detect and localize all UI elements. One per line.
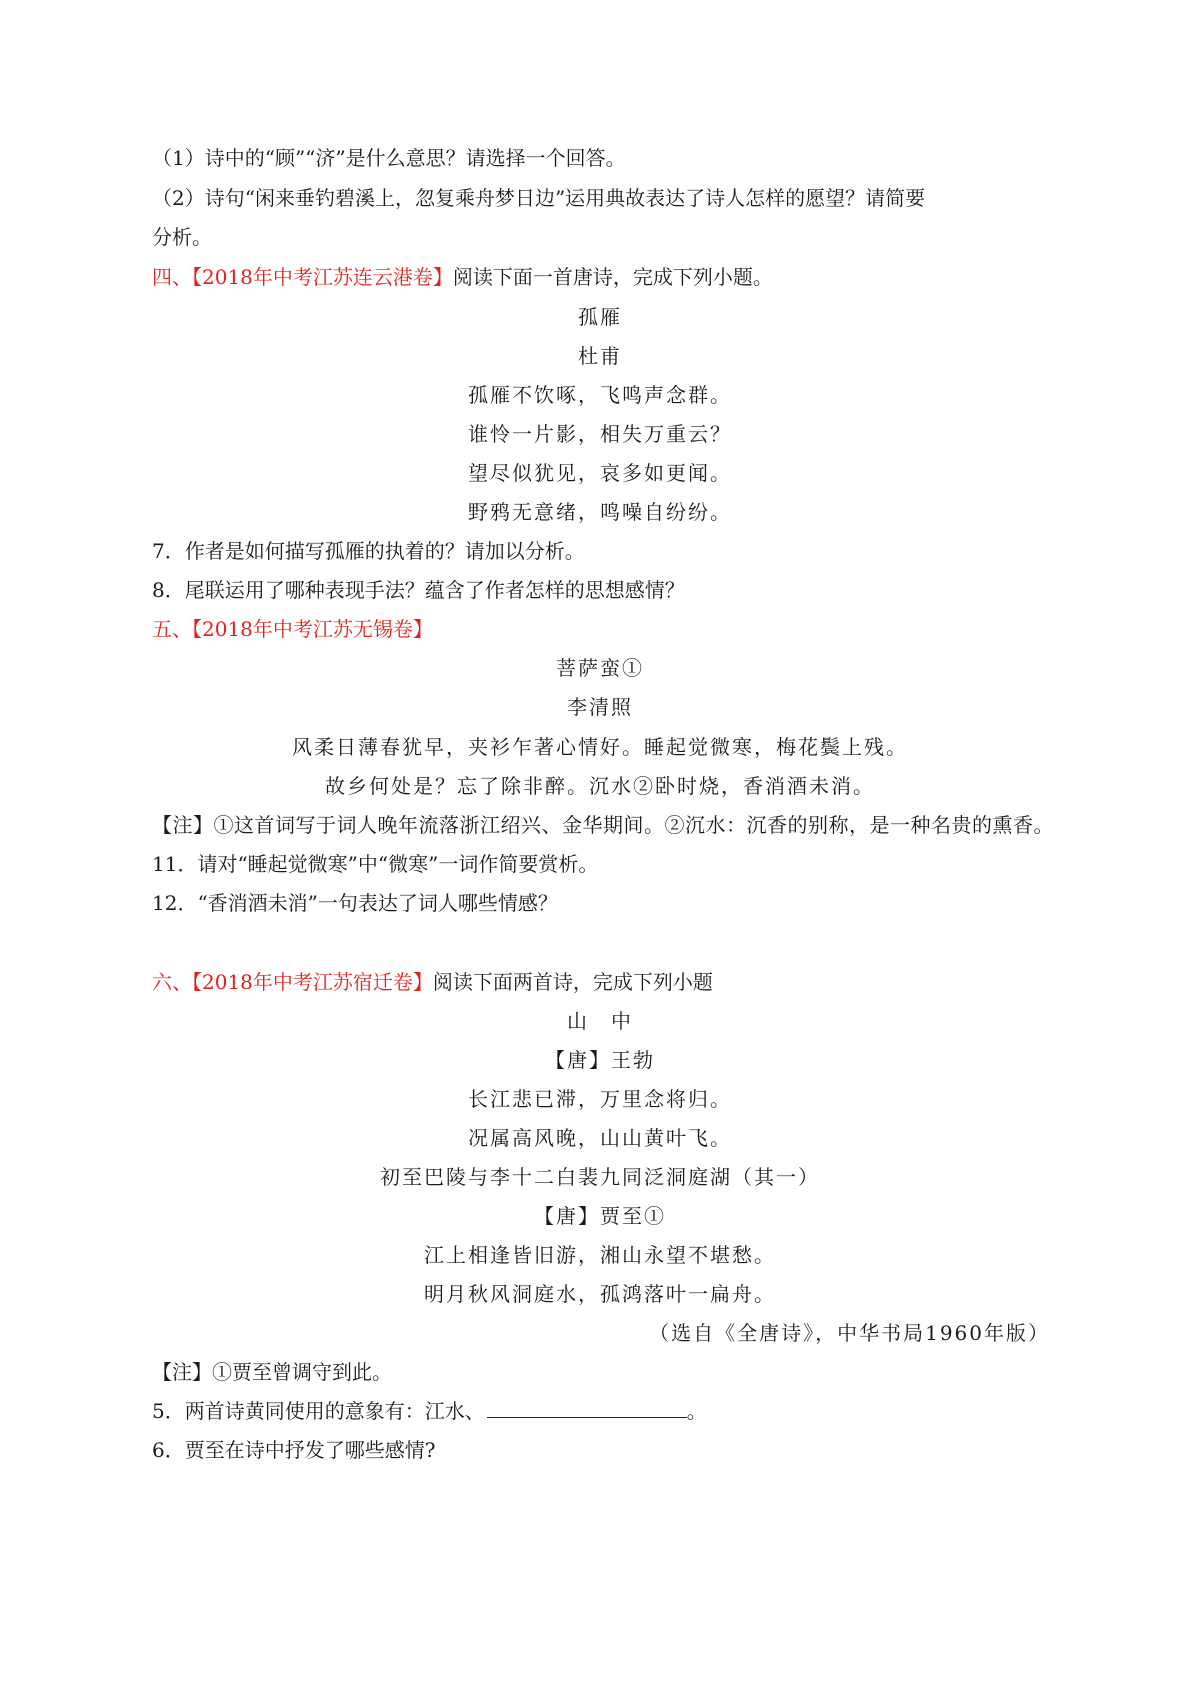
question-5-suffix: 。 xyxy=(686,1399,707,1423)
section6-source: 【2018年中考江苏宿迁卷】 xyxy=(192,970,433,994)
poem-line: 孤雁不饮啄，飞鸣声念群。 xyxy=(468,383,732,407)
section6-number: 六、 xyxy=(152,970,192,994)
section5-number: 五、 xyxy=(152,617,192,641)
answer-blank[interactable] xyxy=(487,1399,687,1418)
poem-line: 江上相逢皆旧游，湘山永望不堪愁。 xyxy=(424,1243,776,1267)
question-7: 7．作者是如何描写孤雁的执着的？请加以分析。 xyxy=(152,539,585,563)
section5-heading xyxy=(152,616,433,642)
poem-author: 杜甫 xyxy=(578,344,622,368)
question-8: 8．尾联运用了哪种表现手法？蕴含了作者怎样的思想感情？ xyxy=(152,578,685,602)
question-6: 6．贾至在诗中抒发了哪些感情? xyxy=(152,1438,436,1462)
question-1: （1）诗中的“顾”“济”是什么意思？请选择一个回答。 xyxy=(152,146,626,170)
poem-line: 风柔日薄春犹早，夹衫乍著心情好。睡起觉微寒，梅花鬓上残。 xyxy=(292,735,908,759)
section4-instruction: 阅读下面一首唐诗，完成下列小题。 xyxy=(452,265,773,289)
poem-title: 菩萨蛮① xyxy=(556,656,644,680)
section5-source: 【2018年中考江苏无锡卷】 xyxy=(192,617,433,641)
section4-source: 【2018年中考江苏连云港卷】 xyxy=(192,265,453,289)
section4-number: 四、 xyxy=(152,265,192,289)
question-12: 12．“香消酒未消”一句表达了词人哪些情感？ xyxy=(152,891,558,915)
question-11: 11．请对“睡起觉微寒”中“微寒”一词作简要赏析。 xyxy=(152,852,599,876)
poem-line: 况属高风晚，山山黄叶飞。 xyxy=(468,1126,732,1150)
question-5 xyxy=(152,1398,707,1424)
poem-line: 望尽似犹见，哀多如更闻。 xyxy=(468,461,732,485)
section6-instruction: 阅读下面两首诗，完成下列小题 xyxy=(432,970,713,994)
question-5-prefix: 5．两首诗黄同使用的意象有：江水、 xyxy=(152,1399,485,1423)
poem-title: 初至巴陵与李十二白裴九同泛洞庭湖（其一） xyxy=(380,1165,820,1189)
poem-title: 孤雁 xyxy=(578,305,622,329)
poem-line: 明月秋风洞庭水，孤鸿落叶一扁舟。 xyxy=(424,1282,776,1306)
question-2-line1: （2）诗句“闲来垂钓碧溪上，忽复乘舟梦日边”运用典故表达了诗人怎样的愿望？请简要 xyxy=(152,186,926,210)
section4-heading xyxy=(152,264,773,290)
source-note: （选自《全唐诗》，中华书局1960年版） xyxy=(649,1321,1050,1345)
poem-line: 谁怜一片影，相失万重云？ xyxy=(468,422,732,446)
poem-line: 野鸦无意绪，鸣噪自纷纷。 xyxy=(468,500,732,524)
poem-author: 【唐】王勃 xyxy=(545,1048,655,1072)
poem-title: 山 中 xyxy=(567,1009,633,1033)
section6-note: 【注】①贾至曾调守到此。 xyxy=(152,1360,392,1384)
poem-line: 长江悲已滞，万里念将归。 xyxy=(468,1087,732,1111)
question-2-line2: 分析。 xyxy=(152,225,212,249)
poem-author: 李清照 xyxy=(567,695,633,719)
section5-note: 【注】①这首词写于词人晚年流落浙江绍兴、金华期间。②沉水：沉香的别称，是一种名贵的熏香。 xyxy=(152,813,1054,837)
poem-author: 【唐】贾至① xyxy=(534,1204,666,1228)
poem-line: 故乡何处是？忘了除非醉。沉水②卧时烧，香消酒未消。 xyxy=(325,774,875,798)
section6-heading xyxy=(152,969,713,995)
